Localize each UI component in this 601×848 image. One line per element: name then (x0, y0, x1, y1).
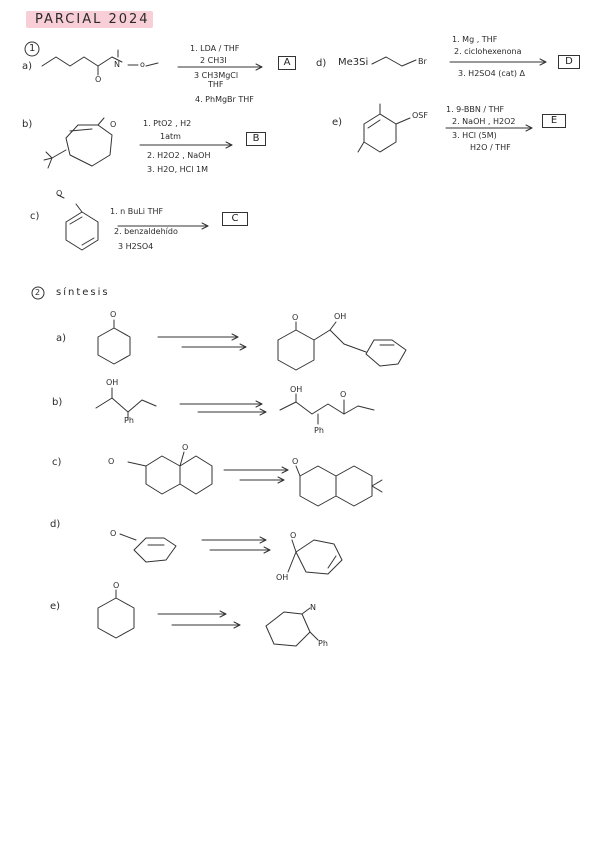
product-box-a: A (278, 56, 296, 70)
condition-1b-2: 1atm (160, 132, 181, 141)
synthesis-e-product-n: N (310, 603, 316, 612)
synthesis-e-product-ph: Ph (318, 639, 328, 648)
synthesis-a-product-o: O (292, 313, 299, 322)
synthesis-a-start-o: O (110, 310, 117, 319)
section-2-title: síntesis (56, 287, 110, 298)
section-2-number: 2 (35, 288, 41, 297)
group-1e-osf: OSF (412, 111, 428, 120)
condition-1e-3: 3. HCl (5M) (452, 131, 497, 140)
structure-1b-carbonyl (98, 118, 104, 125)
condition-1a-2: 2 CH3I (200, 56, 227, 65)
synthesis-c-label: c) (52, 457, 62, 468)
page-title: PARCIAL 2024 (35, 12, 150, 27)
condition-1b-1: 1. PtO2 , H2 (143, 119, 192, 128)
structure-2c-start-aromatic-ring (146, 456, 180, 494)
structure-2a-product-ph-bond (344, 344, 366, 352)
atom-1a-n: N (114, 60, 120, 69)
structure-2e-product-n-bond (302, 608, 310, 614)
product-box-d: D (558, 55, 580, 69)
structure-2e-product-ph-bond (310, 632, 318, 640)
structure-2a-product-chain (314, 330, 344, 344)
structure-2e-start-ring (98, 598, 134, 638)
structure-1e-osi-bond (396, 118, 410, 124)
condition-1e-2: 2. NaOH , H2O2 (452, 117, 516, 126)
structure-2c-product-methyl-b (372, 486, 382, 492)
condition-1e-4: H2O / THF (470, 143, 511, 152)
structure-2a-product-oh-bond (330, 322, 336, 330)
synthesis-b-product-ph: Ph (314, 426, 324, 435)
reagent-1d: Me3Si (338, 57, 369, 68)
structure-2b-product-chain (280, 402, 374, 414)
condition-1b-3: 2. H2O2 , NaOH (147, 151, 211, 160)
condition-1a-3: 3 CH3MgCl (194, 71, 239, 80)
structure-2c-product-ring-a (300, 466, 336, 506)
structure-2c-start-o-bond (128, 462, 146, 466)
synthesis-d-start-o: O (110, 529, 117, 538)
condition-1d-2: 2. ciclohexenona (454, 47, 522, 56)
synthesis-b-start-ph: Ph (124, 416, 134, 425)
synthesis-b-product-o: O (340, 390, 347, 399)
structure-2b-start-chain (96, 398, 156, 412)
structure-2d-product-double-bond (328, 556, 336, 568)
structure-1a-chain (42, 57, 122, 66)
structure-2d-start-o-bond (120, 534, 136, 540)
atom-1d-br: Br (418, 57, 427, 66)
synthesis-d-label: d) (50, 519, 61, 530)
condition-1a-5: 4. PhMgBr THF (195, 95, 254, 104)
atom-1c-o: O (56, 189, 63, 198)
structure-2a-product-ring (278, 330, 314, 370)
structure-2c-start-ketone-ring (180, 456, 212, 494)
atom-1b-o: O (110, 120, 117, 129)
synthesis-d-product-o: O (290, 531, 297, 540)
condition-1a-1: 1. LDA / THF (190, 44, 240, 53)
structure-1e-wedge (358, 142, 364, 152)
product-box-b: B (246, 132, 266, 146)
condition-1c-2: 2. benzaldehído (114, 227, 178, 236)
item-1a-label: a) (22, 61, 33, 72)
condition-1e-1: 1. 9-BBN / THF (446, 105, 505, 114)
section-1-number: 1 (29, 43, 36, 54)
structure-1c-ring-o (76, 204, 82, 212)
structure-1e-double-bond (368, 120, 380, 128)
synthesis-b-product-oh: OH (290, 385, 303, 394)
structure-2c-product-carbonyl (296, 466, 300, 476)
structure-2e-product-ring (266, 612, 310, 646)
structure-2d-product-oh-bond (288, 552, 296, 572)
structure-1b-gem-dimethyl (46, 150, 66, 158)
synthesis-c-start-ketone-o: O (182, 443, 189, 452)
structure-2a-start-ring (98, 328, 130, 364)
structure-1b-methyl-a (48, 158, 52, 168)
structure-2a-product-phenyl (366, 340, 406, 366)
structure-1a-o-me (146, 63, 158, 66)
synthesis-a-label: a) (56, 333, 67, 344)
structure-1c-benzene-ring (66, 212, 98, 250)
product-box-e: E (542, 114, 566, 128)
atom-1a-ketone-o: O (95, 75, 102, 84)
structure-2d-product-carbonyl (292, 540, 296, 552)
synthesis-e-label: e) (50, 601, 61, 612)
item-1c-label: c) (30, 211, 40, 222)
item-1e-label: e) (332, 117, 343, 128)
condition-1c-3: 3 H2SO4 (118, 242, 154, 251)
structure-2c-product-ring-b (336, 466, 372, 506)
product-box-c: C (222, 212, 248, 226)
condition-1b-4: 3. H2O, HCl 1M (147, 165, 209, 174)
synthesis-a-product-oh: OH (334, 312, 347, 321)
condition-1d-3: 3. H2SO4 (cat) Δ (458, 69, 525, 78)
synthesis-e-start-o: O (113, 581, 120, 590)
structure-2c-product-methyl-a (372, 480, 382, 486)
condition-1d-1: 1. Mg , THF (452, 35, 498, 44)
synthesis-c-start-o: O (108, 457, 115, 466)
structure-2d-start-ring (134, 538, 176, 562)
synthesis-d-product-oh: OH (276, 573, 289, 582)
synthesis-b-label: b) (52, 397, 63, 408)
synthesis-b-start-oh: OH (106, 378, 119, 387)
condition-1c-1: 1. n BuLi THF (110, 207, 164, 216)
item-1b-label: b) (22, 119, 33, 130)
atom-1a-o: o (140, 60, 145, 69)
item-1d-label: d) (316, 58, 327, 69)
synthesis-c-product-o: O (292, 457, 299, 466)
condition-1a-4: THF (208, 80, 224, 89)
structure-1d-chain (372, 57, 416, 66)
